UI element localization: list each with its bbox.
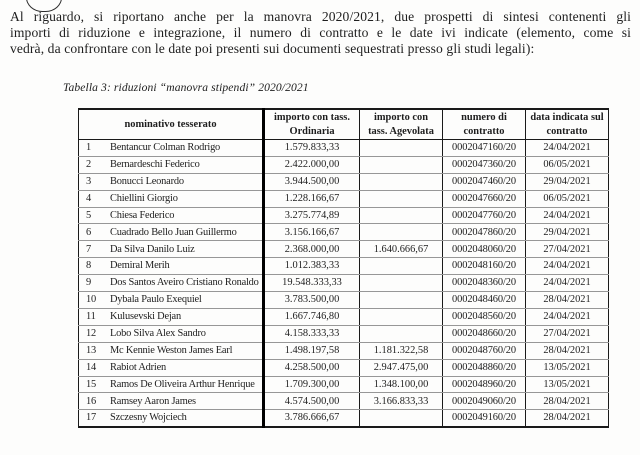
- agevolata-amount: 1.181.322,58: [360, 342, 443, 359]
- ordinaria-amount: 2.422.000,00: [264, 156, 360, 173]
- ordinaria-amount: 4.158.333,33: [264, 325, 360, 342]
- table-header: [79, 109, 609, 140]
- contract-date: 06/05/2021: [526, 190, 609, 207]
- player-name: Bonucci Leonardo: [110, 176, 184, 188]
- ordinaria-amount: 1.709.300,00: [264, 376, 360, 393]
- player-cell: [79, 190, 264, 207]
- agevolata-amount: [360, 156, 443, 173]
- row-number: 5: [86, 209, 91, 221]
- contract-number: 0002048060/20: [443, 241, 526, 258]
- contract-date: 24/04/2021: [526, 140, 609, 157]
- row-number: 2: [86, 159, 91, 171]
- header-importo-agevolata: importo con tass. Agevolata: [360, 109, 443, 140]
- contract-date: 27/04/2021: [526, 325, 609, 342]
- agevolata-amount: [360, 325, 443, 342]
- header-numero-contratto: numero di contratto: [443, 109, 526, 140]
- ordinaria-amount: 1.498.197,58: [264, 342, 360, 359]
- contract-date: 06/05/2021: [526, 156, 609, 173]
- agevolata-amount: 1.348.100,00: [360, 376, 443, 393]
- contract-date: 29/04/2021: [526, 173, 609, 190]
- player-name: Dybala Paulo Exequiel: [110, 294, 202, 306]
- contract-number: 0002048960/20: [443, 376, 526, 393]
- contract-number: 0002047860/20: [443, 224, 526, 241]
- row-number: 16: [86, 395, 96, 407]
- player-cell: [79, 342, 264, 359]
- agevolata-amount: [360, 410, 443, 427]
- table-header-row: [79, 109, 609, 140]
- table-body: [79, 140, 609, 427]
- player-name: Demiral Merih: [110, 260, 170, 272]
- row-number: 7: [86, 243, 91, 255]
- contract-number: 0002048160/20: [443, 258, 526, 275]
- intro-line-1: Al riguardo, si riportano anche per la manovra 2020/2021, due prospetti di sintesi contenenti gli: [10, 9, 631, 24]
- player-cell: [79, 292, 264, 309]
- player-cell: [79, 410, 264, 427]
- player-cell: [79, 258, 264, 275]
- player-name: Lobo Silva Alex Sandro: [110, 328, 206, 340]
- table-row: [79, 173, 609, 190]
- ordinaria-amount: 1.012.383,33: [264, 258, 360, 275]
- ordinaria-amount: 1.579.833,33: [264, 140, 360, 157]
- player-name: Chiesa Federico: [110, 209, 175, 221]
- contract-date: 28/04/2021: [526, 342, 609, 359]
- contract-number: 0002048760/20: [443, 342, 526, 359]
- contract-number: 0002047360/20: [443, 156, 526, 173]
- row-number: 17: [86, 412, 96, 424]
- agevolata-amount: [360, 258, 443, 275]
- agevolata-amount: 1.640.666,67: [360, 241, 443, 258]
- contract-number: 0002047660/20: [443, 190, 526, 207]
- intro-line-3: vedrà, da confrontare con le date poi presenti sui documenti sequestrati presso gli studi legali):: [10, 41, 535, 57]
- player-cell: [79, 359, 264, 376]
- contract-number: 0002049060/20: [443, 393, 526, 410]
- table-row: [79, 224, 609, 241]
- player-cell: [79, 376, 264, 393]
- contract-number: 0002048860/20: [443, 359, 526, 376]
- table-row: [79, 410, 609, 427]
- ordinaria-amount: 3.944.500,00: [264, 173, 360, 190]
- table-row: [79, 292, 609, 309]
- player-name: Rabiot Adrien: [110, 361, 166, 373]
- row-number: 12: [86, 328, 96, 340]
- player-cell: [79, 241, 264, 258]
- header-importo-ordinaria: importo con tass. Ordinaria: [264, 109, 360, 140]
- table-row: [79, 140, 609, 157]
- salary-reductions-table: [78, 108, 609, 428]
- player-cell: [79, 156, 264, 173]
- player-cell: [79, 325, 264, 342]
- contract-date: 24/04/2021: [526, 207, 609, 224]
- player-name: Dos Santos Aveiro Cristiano Ronaldo: [110, 277, 259, 289]
- row-number: 9: [86, 277, 91, 289]
- player-name: Mc Kennie Weston James Earl: [110, 344, 233, 356]
- row-number: 6: [86, 226, 91, 238]
- table-caption: Tabella 3: riduzioni “manovra stipendi” 2020/2021: [63, 81, 309, 94]
- row-number: 14: [86, 361, 96, 373]
- contract-number: 0002049160/20: [443, 410, 526, 427]
- agevolata-amount: [360, 292, 443, 309]
- contract-date: 28/04/2021: [526, 393, 609, 410]
- agevolata-amount: [360, 275, 443, 292]
- contract-number: 0002048360/20: [443, 275, 526, 292]
- player-cell: [79, 224, 264, 241]
- table-row: [79, 207, 609, 224]
- contract-date: 24/04/2021: [526, 308, 609, 325]
- ordinaria-amount: 1.228.166,67: [264, 190, 360, 207]
- player-name: Da Silva Danilo Luiz: [110, 243, 195, 255]
- table-row: [79, 156, 609, 173]
- table-row: [79, 325, 609, 342]
- ordinaria-amount: 3.156.166,67: [264, 224, 360, 241]
- row-number: 1: [86, 142, 91, 154]
- row-number: 13: [86, 344, 96, 356]
- ordinaria-amount: 2.368.000,00: [264, 241, 360, 258]
- player-name: Chiellini Giorgio: [110, 192, 178, 204]
- table-row: [79, 190, 609, 207]
- table-row: [79, 376, 609, 393]
- contract-date: 27/04/2021: [526, 241, 609, 258]
- contract-date: 13/05/2021: [526, 376, 609, 393]
- contract-date: 29/04/2021: [526, 224, 609, 241]
- agevolata-amount: [360, 140, 443, 157]
- contract-date: 24/04/2021: [526, 258, 609, 275]
- contract-date: 28/04/2021: [526, 410, 609, 427]
- header-nominativo: nominativo tesserato: [79, 109, 264, 140]
- player-cell: [79, 308, 264, 325]
- player-name: Ramsey Aaron James: [110, 395, 196, 407]
- row-number: 15: [86, 378, 96, 390]
- ordinaria-amount: 4.258.500,00: [264, 359, 360, 376]
- ordinaria-amount: 4.574.500,00: [264, 393, 360, 410]
- agevolata-amount: 3.166.833,33: [360, 393, 443, 410]
- intro-line-2: importi di riduzione e integrazione, il numero di contratto e le date ivi indicate (elemento, come si: [10, 25, 631, 41]
- agevolata-amount: [360, 207, 443, 224]
- row-number: 8: [86, 260, 91, 272]
- player-cell: [79, 207, 264, 224]
- player-name: Cuadrado Bello Juan Guillermo: [110, 226, 237, 238]
- agevolata-amount: [360, 173, 443, 190]
- player-name: Szczesny Wojciech: [110, 412, 187, 424]
- table-row: [79, 258, 609, 275]
- player-cell: [79, 393, 264, 410]
- row-number: 4: [86, 192, 91, 204]
- contract-date: 28/04/2021: [526, 292, 609, 309]
- ordinaria-amount: 3.783.500,00: [264, 292, 360, 309]
- contract-date: 24/04/2021: [526, 275, 609, 292]
- row-number: 11: [86, 311, 96, 323]
- table-row: [79, 359, 609, 376]
- row-number: 3: [86, 176, 91, 188]
- contract-number: 0002048460/20: [443, 292, 526, 309]
- player-name: Kulusevski Dejan: [110, 311, 181, 323]
- header-data-contratto: data indicata sul contratto: [526, 109, 609, 140]
- player-cell: [79, 275, 264, 292]
- player-name: Bernardeschi Federico: [110, 159, 200, 171]
- player-name: Ramos De Oliveira Arthur Henrique: [110, 378, 255, 390]
- contract-number: 0002047460/20: [443, 173, 526, 190]
- contract-number: 0002047160/20: [443, 140, 526, 157]
- contract-number: 0002048660/20: [443, 325, 526, 342]
- player-name: Bentancur Colman Rodrigo: [110, 142, 221, 154]
- agevolata-amount: [360, 224, 443, 241]
- agevolata-amount: 2.947.475,00: [360, 359, 443, 376]
- agevolata-amount: [360, 308, 443, 325]
- agevolata-amount: [360, 190, 443, 207]
- table-row: [79, 241, 609, 258]
- row-number: 10: [86, 294, 96, 306]
- contract-date: 13/05/2021: [526, 359, 609, 376]
- player-cell: [79, 173, 264, 190]
- ordinaria-amount: 3.275.774,89: [264, 207, 360, 224]
- contract-number: 0002048560/20: [443, 308, 526, 325]
- table-row: [79, 342, 609, 359]
- ordinaria-amount: 1.667.746,80: [264, 308, 360, 325]
- ordinaria-amount: 3.786.666,67: [264, 410, 360, 427]
- table-row: [79, 393, 609, 410]
- table-row: [79, 275, 609, 292]
- player-cell: [79, 140, 264, 157]
- table-row: [79, 308, 609, 325]
- intro-paragraph: [10, 9, 631, 58]
- contract-number: 0002047760/20: [443, 207, 526, 224]
- ordinaria-amount: 19.548.333,33: [264, 275, 360, 292]
